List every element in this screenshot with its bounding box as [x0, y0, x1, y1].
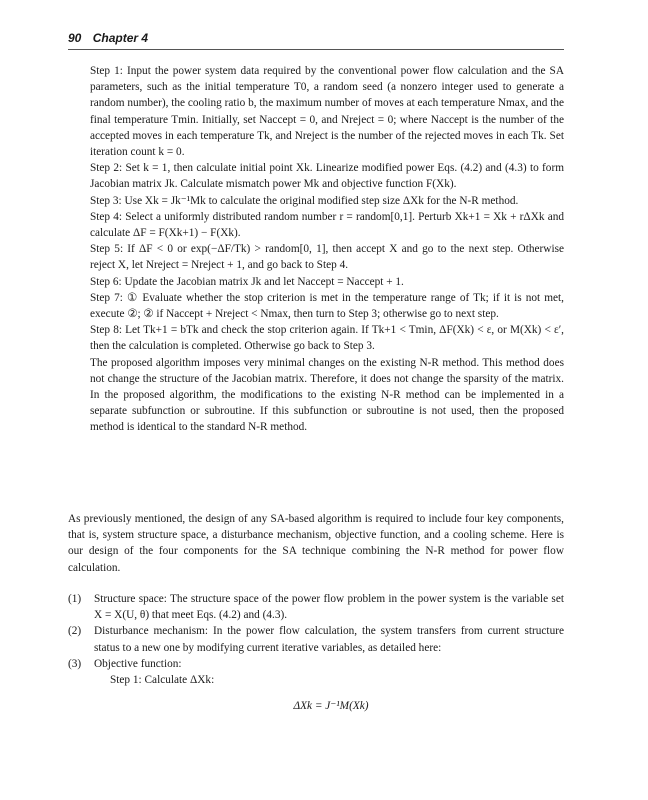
- step-4: Step 4: Select a uniformly distributed random number r = random[0,1]. Perturb Xk+1 = Xk + rΔXk and calculate ΔF = F(Xk+1) − F(Xk).: [90, 210, 564, 240]
- list-item: [68, 623, 564, 655]
- step-6: Step 6: Update the Jacobian matrix Jk and let Naccept = Naccept + 1.: [90, 275, 404, 288]
- running-header: [68, 31, 564, 45]
- step-3: Step 3: Use Xk = Jk⁻¹Mk to calculate the original modified step size ΔXk for the N-R method.: [90, 194, 519, 207]
- body-paragraph: [68, 511, 564, 576]
- step-8: Step 8: Let Tk+1 = bTk and check the stop criterion again. If Tk+1 < Tmin, ΔF(Xk) < ε, or M(Xk) < ε′, then the calculation is completed. Otherwise go back to Step 3.: [90, 324, 564, 353]
- delta-x-equation: ΔXk = J⁻¹M(Xk): [293, 700, 369, 713]
- step-1: Step 1: Input the power system data required by the conventional power flow calculation and the SA parameters, such as the initial temperature T0, a random seed (a nonzero integer used to generate a random number), the cooling ratio b, the maximum number of moves at each temperature Nmax, and the final temperature Tmin. Initially, set Naccept = 0, and Nreject = 0; where Naccept is the number of the accepted moves in each temperature Tk, and Nreject is the number of the rejected moves in each Tk. Set iteration count k = 0.: [90, 65, 565, 159]
- list-text: Objective function:: [94, 657, 182, 670]
- list-number: (1): [68, 593, 82, 605]
- objective-substep: Step 1: Calculate ΔXk:: [110, 674, 215, 687]
- list-text: Structure space: The structure space of the power flow problem in the power system is the variable set X = X(U, θ) that meet Eqs. (4.2) and (4.3).: [94, 593, 564, 622]
- step-7: Step 7: ① Evaluate whether the stop criterion is met in the temperature range of Tk; if it is not met, execute ②; ② if Naccept + Nreject < Nmax, then turn to Step 3; otherwise go to next step.: [90, 291, 564, 321]
- page-number: 90: [68, 31, 82, 45]
- algorithm-steps: [90, 63, 564, 436]
- sa-components-paragraph: As previously mentioned, the design of any SA-based algorithm is required to include four key components, that is, system structure space, a disturbance mechanism, objective function, and a cooling scheme. Here is our design of the four components for the SA technique combining the N-R method for power flow calculation.: [68, 513, 564, 574]
- list-number: (3): [68, 657, 82, 670]
- list-item: [68, 656, 564, 672]
- list-item: [68, 591, 564, 623]
- list-text: Disturbance mechanism: In the power flow calculation, the system transfers from current structure status to a new one by modifying current iterative variables, as detailed here:: [94, 625, 564, 654]
- step-2: Step 2: Set k = 1, then calculate initial point Xk. Linearize modified power Eqs. (4.2) and (4.3) to form Jacobian matrix Jk. Calculate mismatch power Mk and objective function F(Xk).: [90, 162, 564, 191]
- step-5: Step 5: If ΔF < 0 or exp(−ΔF/Tk) > random[0, 1], then accept X and go to the next step. Otherwise reject X, let Nreject = Nreject + 1, and go back to Step 4.: [90, 243, 564, 272]
- algorithm-remark: The proposed algorithm imposes very minimal changes on the existing N-R method. This method does not change the structure of the Jacobian matrix. Therefore, it does not change the sparsity of the matrix. In the proposed algorithm, the modifications to the existing N-R method can be implemented in a separate subfunction or subroutine. If this subfunction or subroutine is not used, then the proposed method is identical to the standard N-R method.: [90, 356, 564, 434]
- chapter-title: Chapter 4: [92, 31, 149, 45]
- components-list: [68, 591, 564, 714]
- list-number: (2): [68, 625, 82, 638]
- header-rule: [68, 49, 564, 50]
